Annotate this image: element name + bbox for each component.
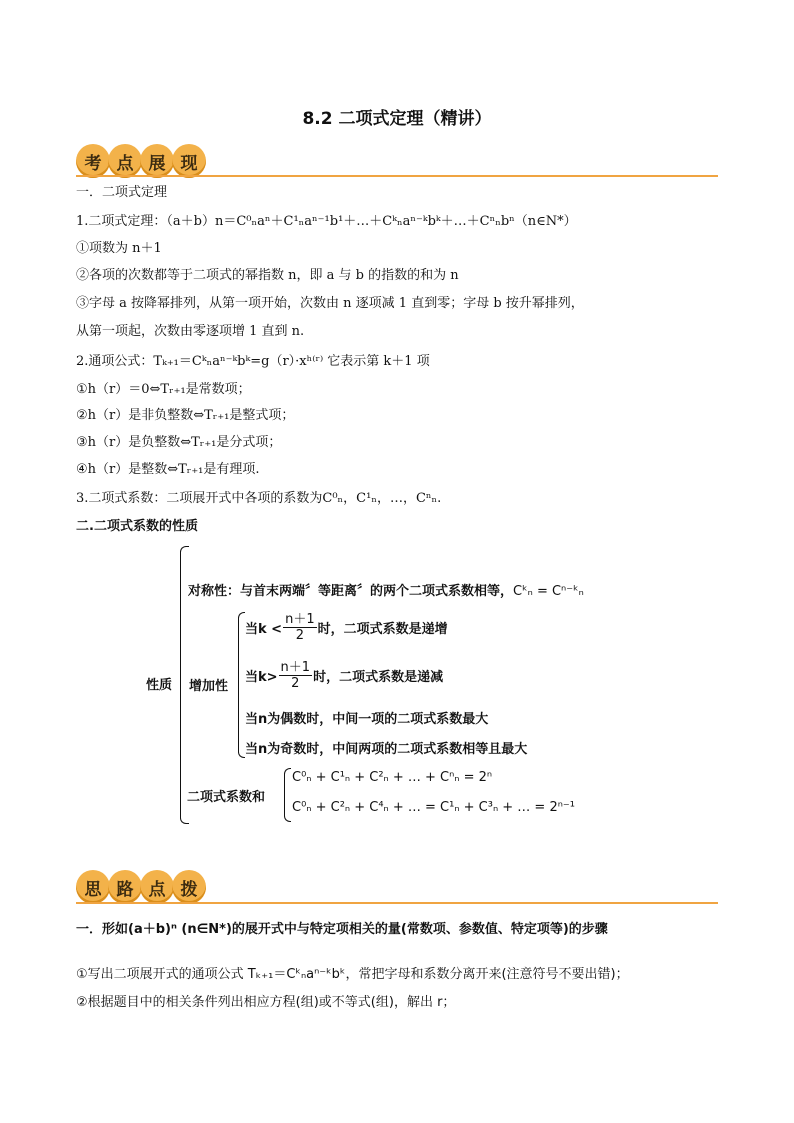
symmetry-property: 对称性：与首末两端〞等距离〞的两个二项式系数相等，Cᵏₙ = Cⁿ⁻ᵏₙ [188, 584, 584, 599]
banner-char: 点 [108, 144, 142, 178]
point-1: ①项数为 n＋1 [76, 241, 162, 256]
increase-line-2: 当k> $\frac{n+1}{2}$ 时，二项式系数是递减 [245, 660, 444, 691]
banner-char: 路 [108, 870, 142, 904]
fraction: $\frac{n+1}{2}$ [280, 660, 311, 691]
increase-brace [238, 612, 245, 758]
condition-4: ④h（r）是整数⇔Tᵣ₊₁是有理项. [76, 462, 260, 477]
section-banner-silu [76, 870, 204, 904]
banner-char: 现 [172, 144, 206, 178]
condition-2: ②h（r）是非负整数⇔Tᵣ₊₁是整式项； [76, 408, 295, 423]
banner-char: 思 [76, 870, 110, 904]
theorem-line: 1.二项式定理：（a＋b）n＝C⁰ₙaⁿ＋C¹ₙaⁿ⁻¹b¹＋…＋Cᵏₙaⁿ⁻ᵏbᵏ＋…＋Cⁿₙbⁿ（n∈N*） [76, 214, 577, 229]
point-3-cont: 从第一项起，次数由零逐项增 1 直到 n. [76, 324, 305, 339]
sum-brace [284, 768, 291, 822]
binomial-coefficients: 3.二项式系数：二项展开式中各项的系数为C⁰ₙ，C¹ₙ，…，Cⁿₙ. [76, 491, 442, 506]
sum-formula-1: C⁰ₙ + C¹ₙ + C²ₙ + … + Cⁿₙ = 2ⁿ [292, 770, 493, 785]
banner-divider [76, 902, 718, 904]
increase-line-3: 当n为偶数时，中间一项的二项式系数最大 [245, 712, 489, 727]
increase-label: 增加性 [189, 679, 229, 694]
section-heading: 二.二项式系数的性质 [76, 519, 198, 534]
increase-line-1: 当k < $\frac{n+1}{2}$ 时，二项式系数是递增 [245, 612, 448, 643]
general-term: 2.通项公式：Tₖ₊₁＝Cᵏₙaⁿ⁻ᵏbᵏ=g（r）·xʰ⁽ʳ⁾ 它表示第 k＋1 项 [76, 354, 430, 369]
step-1: ①写出二项展开式的通项公式 Tₖ₊₁＝Cᵏₙaⁿ⁻ᵏbᵏ，常把字母和系数分离开来(注意符号不要出错)； [76, 967, 629, 982]
fraction: $\frac{n+1}{2}$ [285, 612, 315, 643]
banner-char: 展 [140, 144, 174, 178]
section-banner-kaodian [76, 144, 204, 178]
condition-1: ①h（r）＝0⇔Tᵣ₊₁是常数项； [76, 382, 251, 397]
sum-formula-2: C⁰ₙ + C²ₙ + C⁴ₙ + … = C¹ₙ + C³ₙ + … = 2ⁿ⁻¹ [292, 800, 575, 815]
sum-label: 二项式系数和 [187, 790, 266, 805]
point-2: ②各项的次数都等于二项式的幂指数 n，即 a 与 b 的指数的和为 n [76, 268, 459, 283]
method-heading: 一．形如(a＋b)ⁿ (n∈N*)的展开式中与特定项相关的量(常数项、参数值、特定项等)的步骤 [76, 922, 608, 937]
banner-char: 点 [140, 870, 174, 904]
properties-label: 性质 [146, 678, 173, 693]
section-heading: 一．二项式定理 [76, 185, 168, 200]
increase-line-4: 当n为奇数时，中间两项的二项式系数相等且最大 [245, 742, 528, 757]
condition-3: ③h（r）是负整数⇔Tᵣ₊₁是分式项； [76, 435, 282, 450]
point-3: ③字母 a 按降幂排列，从第一项开始，次数由 n 逐项减 1 直到零；字母 b 按升幂排列， [76, 296, 584, 311]
banner-char: 考 [76, 144, 110, 178]
banner-char: 拨 [172, 870, 206, 904]
step-2: ②根据题目中的相关条件列出相应方程(组)或不等式(组)，解出 r； [76, 995, 456, 1010]
banner-divider [76, 175, 718, 177]
page-title: 8.2 二项式定理（精讲） [302, 109, 492, 129]
